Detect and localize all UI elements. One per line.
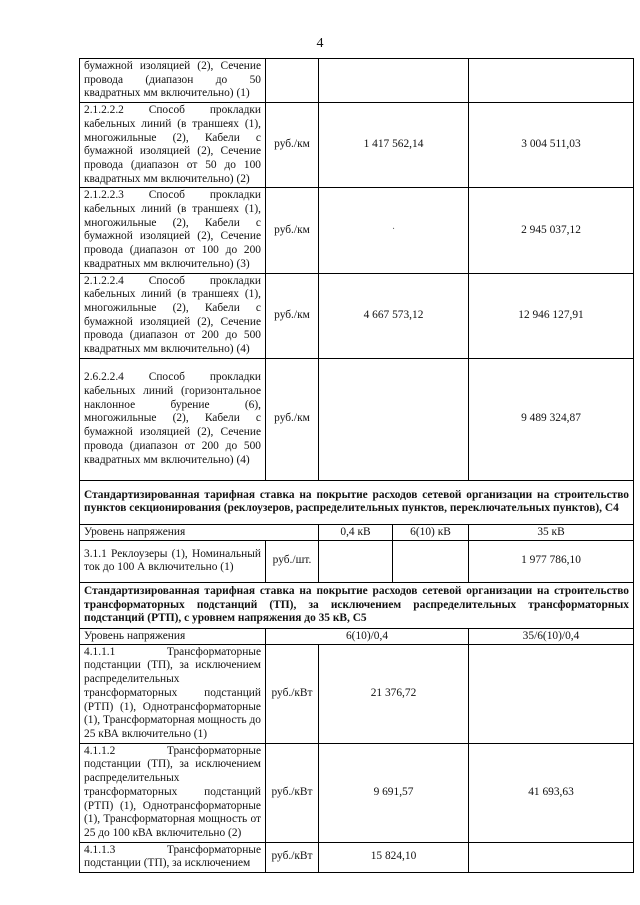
page-number: 4 xyxy=(316,36,324,51)
row-unit: руб./кВт xyxy=(266,644,319,743)
row-value-2: 12 946 127,91 xyxy=(469,273,634,358)
row-value-1 xyxy=(319,59,469,103)
voltage-level-row xyxy=(80,524,634,540)
row-value-1: 4 667 573,12 xyxy=(319,273,469,358)
row-value-1: 1 417 562,14 xyxy=(319,103,469,188)
row-value-2: 3 004 511,03 xyxy=(469,103,634,188)
voltage-level-label: Уровень напряжения xyxy=(80,628,266,644)
tariff-table xyxy=(79,58,634,873)
row-description: 2.1.2.2.2 Способ прокладки кабельных линий (в траншеях (1), многожильные (2), Кабели с бумажной изоляцией (2), Сечение провода (диапазон от 50 до 100 квадратных мм включительно) (2) xyxy=(80,103,266,188)
row-value-1: 15 824,10 xyxy=(319,842,469,872)
table-row xyxy=(80,644,634,743)
voltage-level-6-10kv: 6(10) кВ xyxy=(393,524,469,540)
row-unit: руб./кВт xyxy=(266,842,319,872)
voltage-level-row xyxy=(80,628,634,644)
row-value-1: 21 376,72 xyxy=(319,644,469,743)
table-row xyxy=(80,540,634,582)
voltage-level-0-4kv: 0,4 кВ xyxy=(319,524,393,540)
voltage-level-6-10-0-4: 6(10)/0,4 xyxy=(266,628,469,644)
row-description: 2.6.2.2.4 Способ прокладки кабельных линий (горизонтальное наклонное бурение (6), многожильные (2), Кабели с бумажной изоляцией (2), Сечение провода (диапазон от 200 до 500 квадратных мм включительно) (4) xyxy=(80,358,266,480)
row-unit xyxy=(266,59,319,103)
table-row xyxy=(80,103,634,188)
row-value-2: 9 489 324,87 xyxy=(469,358,634,480)
row-value-6-10kv xyxy=(393,540,469,582)
row-description: бумажной изоляцией (2), Сечение провода (диапазон до 50 квадратных мм включительно) (1) xyxy=(80,59,266,103)
row-description: 2.1.2.2.3 Способ прокладки кабельных линий (в траншеях (1), многожильные (2), Кабели с бумажной изоляцией (2), Сечение провода (диапазон от 100 до 200 квадратных мм включительно) (3) xyxy=(80,188,266,273)
voltage-level-35kv: 35 кВ xyxy=(469,524,634,540)
row-unit: руб./шт. xyxy=(266,540,319,582)
section-heading-c5 xyxy=(80,582,634,628)
row-value-1: 9 691,57 xyxy=(319,743,469,842)
row-value-2: 2 945 037,12 xyxy=(469,188,634,273)
row-value-35kv: 1 977 786,10 xyxy=(469,540,634,582)
row-description: 4.1.1.3 Трансформаторные подстанции (ТП), за исключением xyxy=(80,842,266,872)
heading-text: Стандартизированная тарифная ставка на покрытие расходов сетевой организации на строительство трансформаторных подстанций (ТП), за исключением распределительных трансформаторных подстанций (РТП), с уровнем напряжения до 35 кВ, C5 xyxy=(80,582,634,628)
row-value-2 xyxy=(469,842,634,872)
scan-mark: · xyxy=(391,224,396,236)
voltage-level-label: Уровень напряжения xyxy=(80,524,319,540)
heading-text: Стандартизированная тарифная ставка на покрытие расходов сетевой организации на строительство пунктов секционирования (реклоузеров, распределительных пунктов, переключательных пунктов), C4 xyxy=(80,480,634,524)
row-unit: руб./кВт xyxy=(266,743,319,842)
section-heading-c4 xyxy=(80,480,634,524)
row-unit: руб./км xyxy=(266,188,319,273)
table-row xyxy=(80,59,634,103)
row-unit: руб./км xyxy=(266,358,319,480)
row-value-2 xyxy=(469,59,634,103)
row-value-2: 41 693,63 xyxy=(469,743,634,842)
table-row xyxy=(80,842,634,872)
row-unit: руб./км xyxy=(266,103,319,188)
row-value-1 xyxy=(319,188,469,273)
row-value-2 xyxy=(469,644,634,743)
row-description: 2.1.2.2.4 Способ прокладки кабельных линий (в траншеях (1), многожильные (2), Кабели с бумажной изоляцией (2), Сечение провода (диапазон от 200 до 500 квадратных мм включительно) (4) xyxy=(80,273,266,358)
row-value-1 xyxy=(319,358,469,480)
voltage-level-35-6-10-0-4: 35/6(10)/0,4 xyxy=(469,628,634,644)
table-row xyxy=(80,188,634,273)
row-description: 4.1.1.1 Трансформаторные подстанции (ТП), за исключением распределительных трансформаторных подстанций (РТП) (1), Однотрансформаторные (1), Трансформаторная мощность до 25 кВА включительно (1) xyxy=(80,644,266,743)
row-unit: руб./км xyxy=(266,273,319,358)
row-value-0-4kv xyxy=(319,540,393,582)
table-row xyxy=(80,273,634,358)
table-row xyxy=(80,743,634,842)
row-description: 3.1.1 Реклоузеры (1), Номинальный ток до 100 А включительно (1) xyxy=(80,540,266,582)
row-description: 4.1.1.2 Трансформаторные подстанции (ТП), за исключением распределительных трансформаторных подстанций (РТП) (1), Однотрансформаторные (1), Трансформаторная мощность от 25 до 100 кВА включительно (2) xyxy=(80,743,266,842)
table-row xyxy=(80,358,634,480)
